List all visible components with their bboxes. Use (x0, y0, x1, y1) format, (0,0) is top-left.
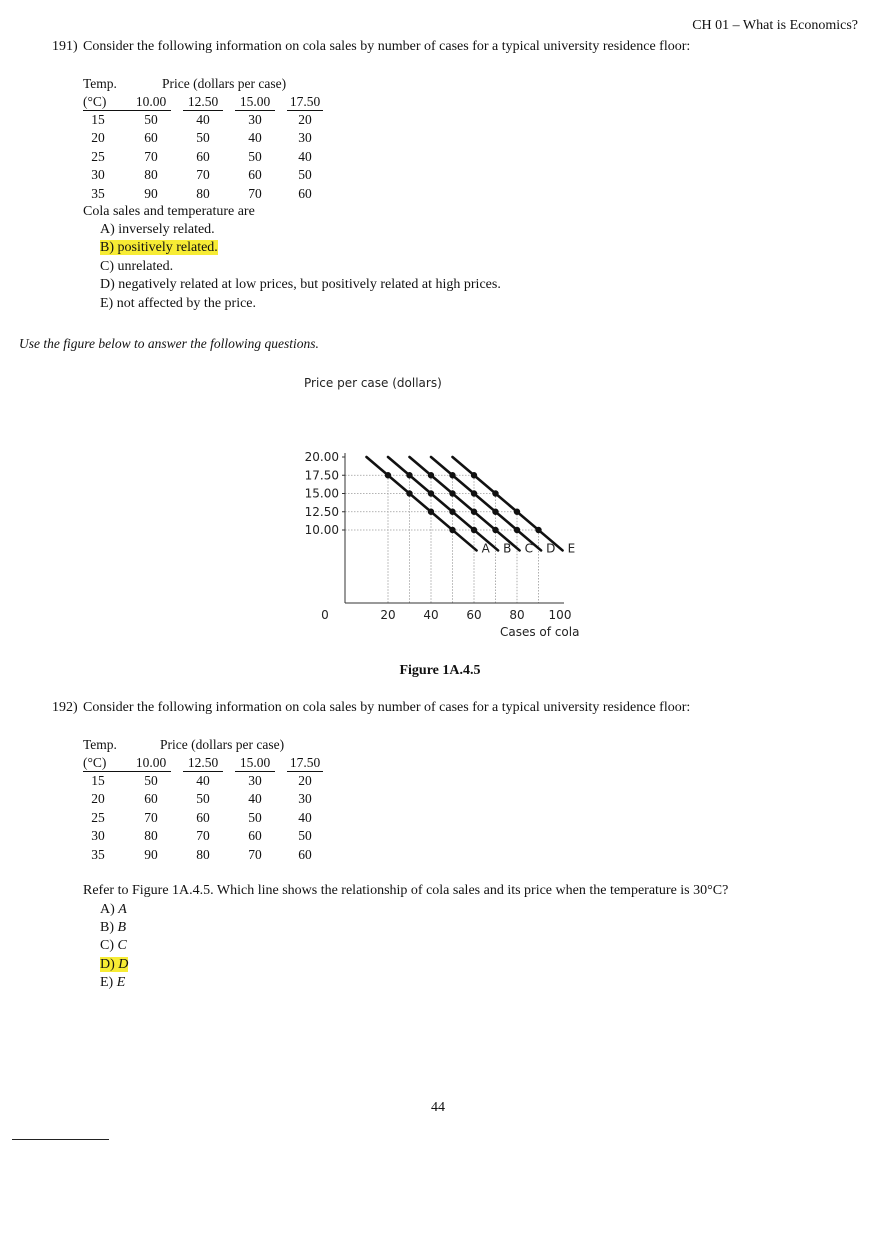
choice-192-e: E) E (100, 975, 126, 990)
x-tick-label: 40 (423, 608, 439, 622)
table-value-cell: 30 (298, 791, 312, 807)
question-191-stem: Consider the following information on cola sales by number of cases for a typical university residence floor: (83, 39, 691, 54)
table-price-col: 12.50 (183, 755, 223, 772)
demand-line-d (431, 457, 541, 550)
table-value-cell: 90 (144, 846, 158, 862)
table-unit-header: (°C) (83, 94, 131, 111)
table-price-col: 10.00 (131, 755, 171, 772)
y-tick-label: 10.00 (304, 523, 339, 537)
table-value-cell: 70 (144, 148, 158, 164)
data-point (449, 527, 455, 533)
data-point (492, 509, 498, 515)
table-value-cell: 50 (298, 828, 312, 844)
table-price-col: 17.50 (287, 94, 323, 111)
answer-highlight: D) D (100, 957, 129, 972)
choice-192-c: C) C (100, 938, 127, 953)
table-price-header: Price (dollars per case) (160, 737, 285, 752)
data-point (428, 509, 434, 515)
table-value-cell: 50 (144, 112, 158, 127)
data-point (492, 527, 498, 533)
demand-line-a (367, 457, 477, 550)
x-tick-label: 80 (509, 608, 525, 622)
table-value-cell: 60 (196, 809, 210, 825)
choice-192-a: A) A (100, 902, 127, 917)
chapter-header: CH 01 – What is Economics? (692, 18, 858, 33)
line-label-d: D (546, 541, 556, 556)
data-point (471, 490, 477, 496)
table-value-cell: 50 (196, 791, 210, 807)
table-value-cell: 60 (248, 828, 262, 844)
choice-191-b (100, 240, 218, 256)
line-label-a: A (481, 541, 490, 556)
figure-caption: Figure 1A.4.5 (399, 663, 481, 678)
demand-line-e (453, 457, 563, 550)
table-value-cell: 50 (196, 130, 210, 146)
data-point (535, 527, 541, 533)
table-temp-cell: 30 (91, 828, 105, 844)
data-point (428, 490, 434, 496)
figure-instruction: Use the figure below to answer the following questions. (19, 336, 319, 351)
figure-chart (290, 368, 590, 648)
table-temp-cell: 20 (91, 130, 105, 146)
footnote-divider (12, 1139, 109, 1140)
table-temp-cell: 25 (91, 148, 105, 164)
table-value-cell: 60 (248, 167, 262, 183)
question-192-prompt: Refer to Figure 1A.4.5. Which line shows the relationship of cola sales and its price when the temperature is 30°C? (83, 883, 729, 898)
table-value-cell: 40 (298, 809, 312, 825)
table-temp-cell: 35 (91, 846, 105, 862)
table-value-cell: 60 (144, 791, 158, 807)
table-value-cell: 40 (298, 148, 312, 164)
table-value-cell: 70 (144, 809, 158, 825)
table-value-cell: 60 (196, 148, 210, 164)
table-value-cell: 40 (248, 791, 262, 807)
question-191-prompt: Cola sales and temperature are (83, 204, 255, 219)
table-value-cell: 90 (144, 185, 158, 201)
table-price-col: 17.50 (287, 755, 323, 772)
choice-191-d: D) negatively related at low prices, but positively related at high prices. (100, 277, 501, 292)
demand-line-c (410, 457, 520, 550)
choice-191-c: C) unrelated. (100, 259, 174, 274)
table-unit-header: (°C) (83, 755, 131, 772)
demand-line-b (388, 457, 498, 550)
choice-191-e: E) not affected by the price. (100, 296, 257, 311)
data-point (492, 490, 498, 496)
table-value-cell: 60 (144, 130, 158, 146)
data-point (449, 509, 455, 515)
x-tick-label: 100 (548, 608, 572, 622)
table-temp-header: Temp. (83, 737, 117, 752)
page-number: 44 (431, 1100, 445, 1115)
table-temp-cell: 15 (91, 112, 105, 127)
table-value-cell: 80 (196, 185, 210, 201)
table-value-cell: 70 (196, 828, 210, 844)
table-value-cell: 50 (248, 148, 262, 164)
question-191-number: 191) (52, 39, 78, 54)
table-temp-cell: 15 (91, 773, 105, 788)
choice-192-d (100, 957, 128, 973)
line-label-b: B (503, 541, 512, 556)
data-point (471, 527, 477, 533)
table-price-col: 15.00 (235, 94, 275, 111)
table-value-cell: 50 (248, 809, 262, 825)
table-value-cell: 60 (298, 846, 312, 862)
question-192-stem: Consider the following information on cola sales by number of cases for a typical university residence floor: (83, 700, 691, 715)
choice-192-b: B) B (100, 920, 127, 935)
table-value-cell: 70 (248, 846, 262, 862)
table-temp-cell: 25 (91, 809, 105, 825)
table-value-cell: 30 (248, 112, 262, 127)
table-value-cell: 50 (298, 167, 312, 183)
table-temp-header: Temp. (83, 76, 117, 91)
table-value-cell: 80 (196, 846, 210, 862)
line-label-c: C (524, 541, 533, 556)
table-price-col: 12.50 (183, 94, 223, 111)
data-point (428, 472, 434, 478)
table-value-cell: 30 (298, 130, 312, 146)
x-tick-label: 20 (380, 608, 396, 622)
data-point (514, 527, 520, 533)
data-point (406, 490, 412, 496)
y-tick-label: 20.00 (304, 450, 339, 464)
line-label-e: E (567, 541, 576, 556)
table-value-cell: 70 (248, 185, 262, 201)
x-tick-label: 60 (466, 608, 482, 622)
table-value-cell: 30 (248, 773, 262, 788)
table-value-cell: 60 (298, 185, 312, 201)
y-tick-label: 17.50 (304, 468, 339, 483)
table-price-col: 10.00 (131, 94, 171, 111)
table-value-cell: 40 (196, 773, 210, 788)
table-value-cell: 80 (144, 828, 158, 844)
y-tick-label: 12.50 (304, 504, 339, 519)
table-temp-cell: 30 (91, 167, 105, 183)
table-price-header: Price (dollars per case) (162, 76, 287, 91)
question-192-number: 192) (52, 700, 78, 715)
data-point (514, 509, 520, 515)
table-value-cell: 40 (196, 112, 210, 127)
x-axis-label: Cases of cola (500, 625, 580, 639)
data-point (471, 509, 477, 515)
data-point (449, 472, 455, 478)
data-point (449, 490, 455, 496)
table-price-col: 15.00 (235, 755, 275, 772)
y-axis-label: Price per case (dollars) (304, 376, 442, 390)
y-tick-label: 15.00 (304, 486, 339, 501)
choice-191-a: A) inversely related. (100, 222, 215, 237)
data-point (471, 472, 477, 478)
table-value-cell: 50 (144, 773, 158, 788)
data-point (406, 472, 412, 478)
table-value-cell: 70 (196, 167, 210, 183)
table-temp-cell: 35 (91, 185, 105, 201)
table-value-cell: 40 (248, 130, 262, 146)
answer-highlight: B) positively related. (100, 240, 218, 255)
table-value-cell: 80 (144, 167, 158, 183)
table-value-cell: 20 (298, 112, 312, 127)
x-tick-label: 0 (321, 608, 329, 622)
data-point (385, 472, 391, 478)
table-value-cell: 20 (298, 773, 312, 788)
table-temp-cell: 20 (91, 791, 105, 807)
